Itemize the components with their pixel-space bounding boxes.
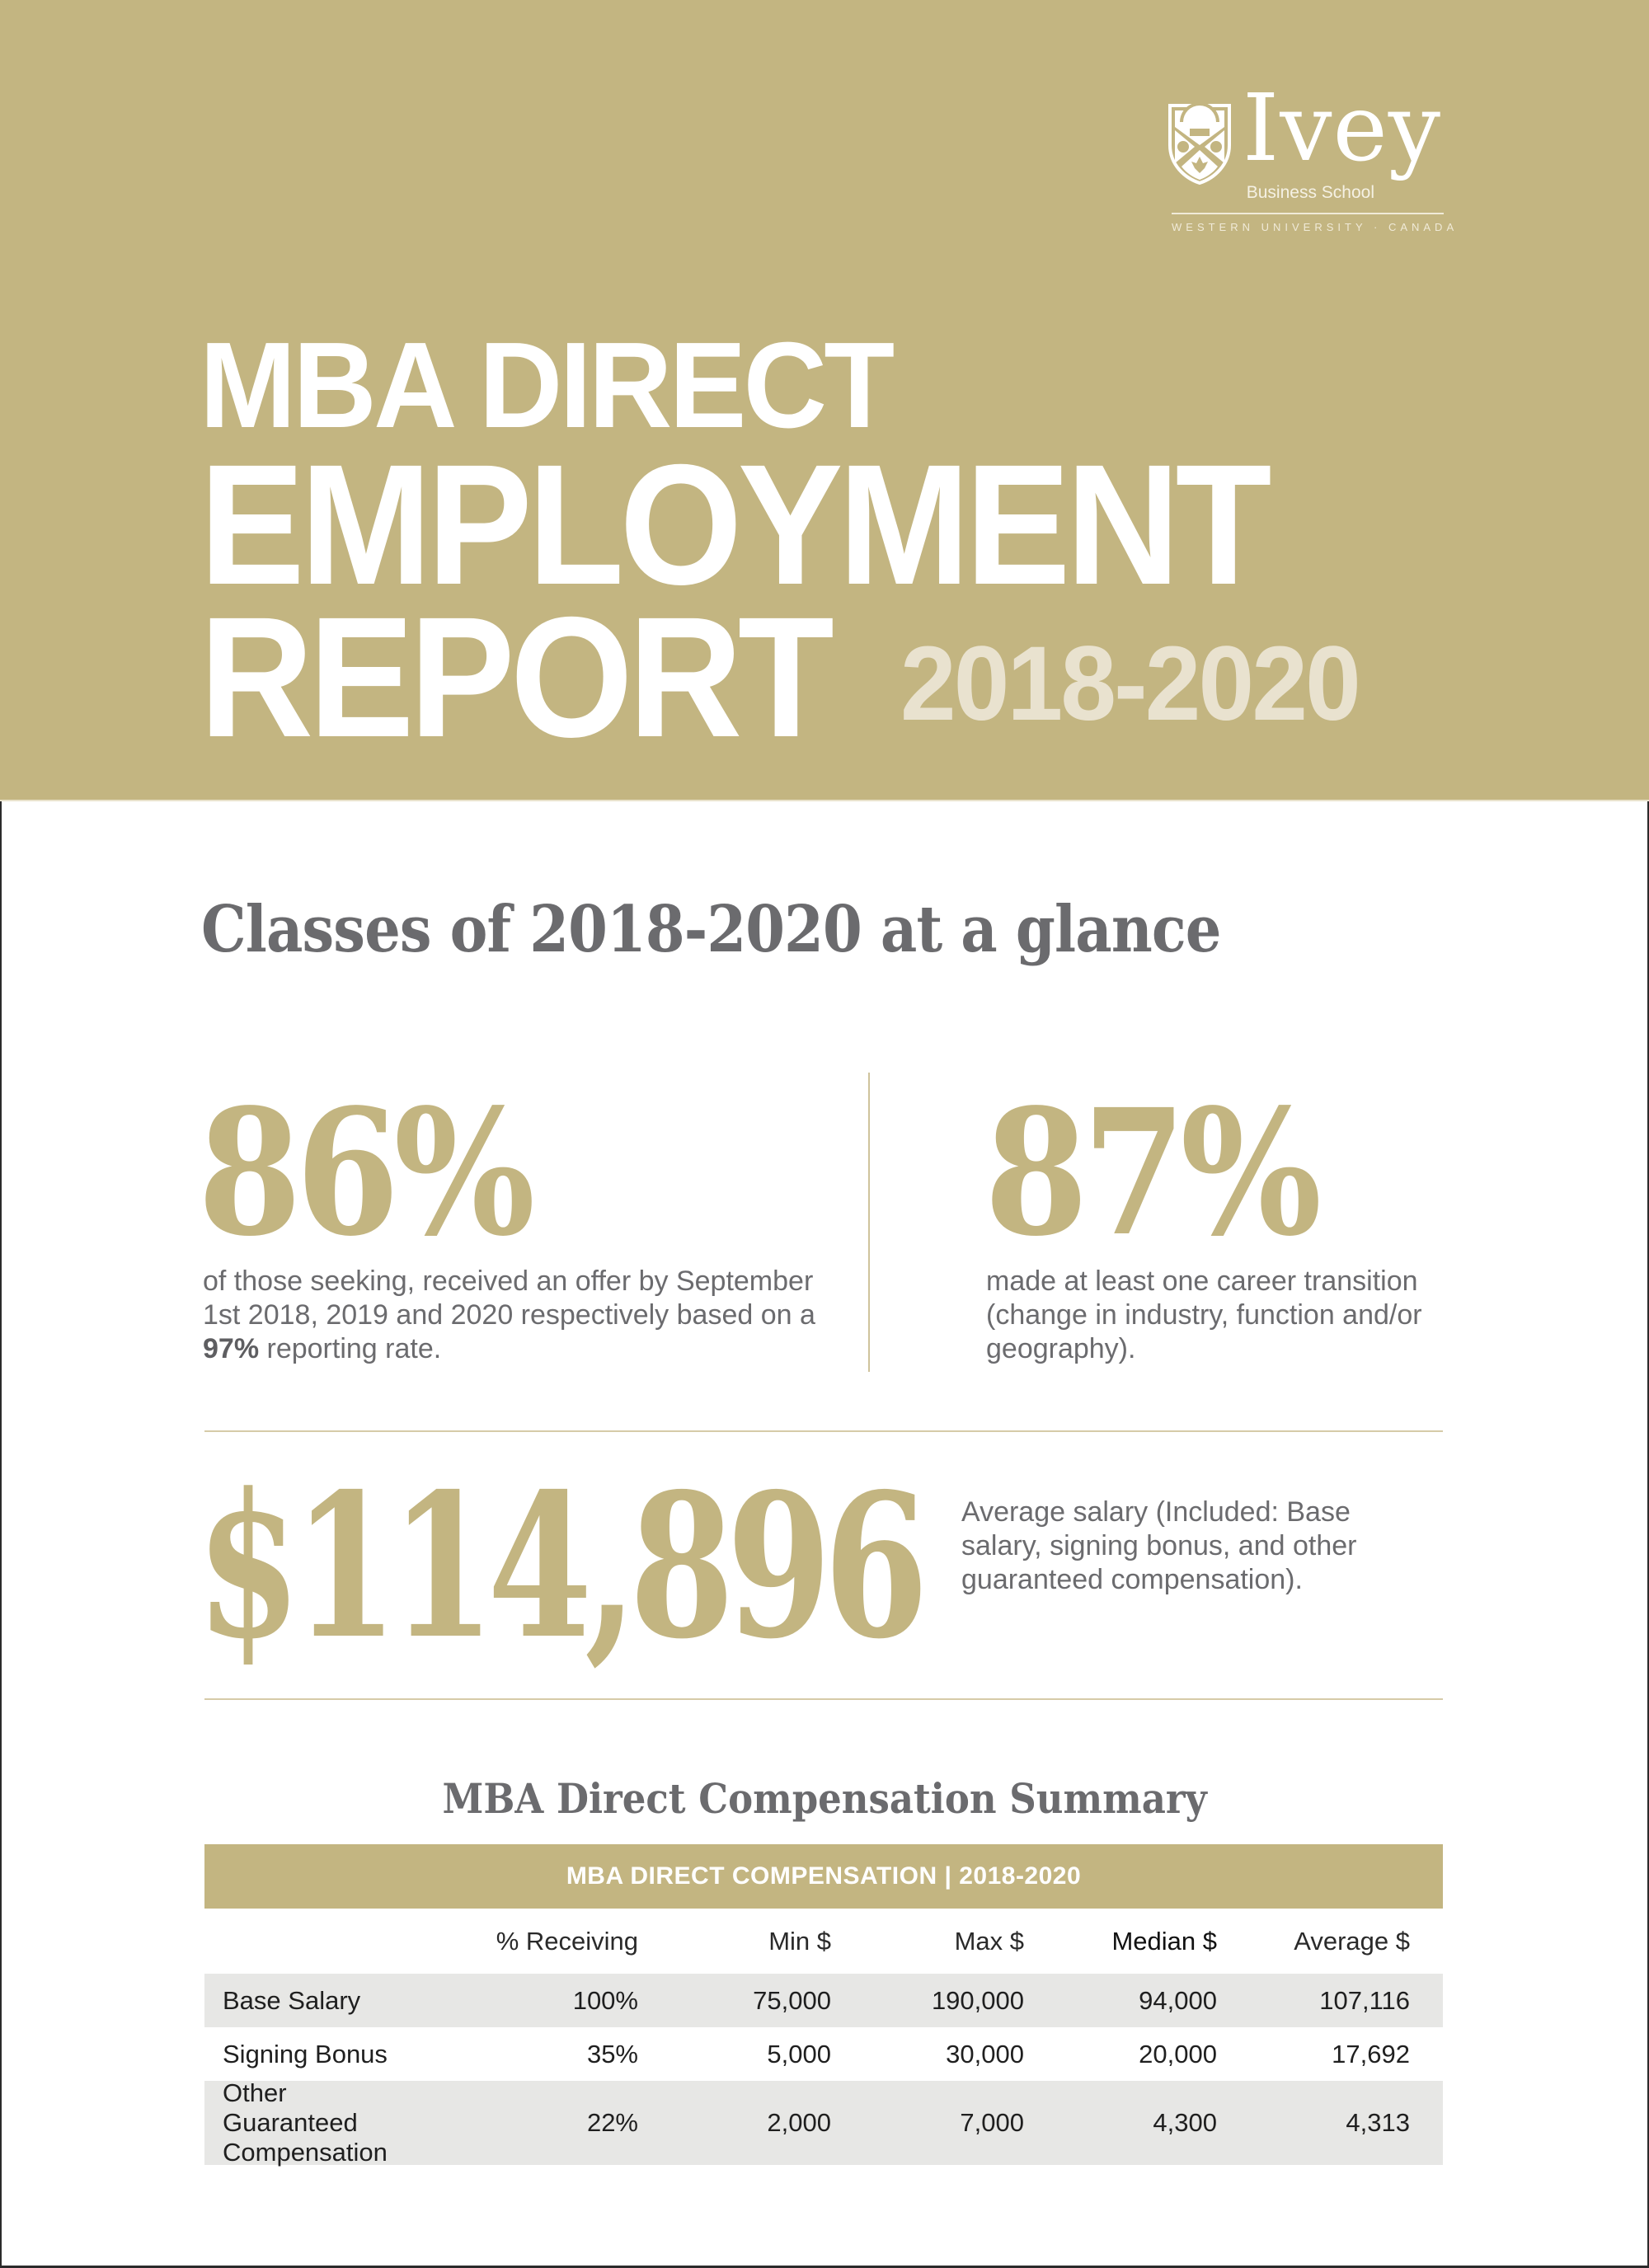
row-label: Signing Bonus xyxy=(223,2039,388,2068)
career-transition-description: made at least one career transition (change in industry, function and/or geography). xyxy=(986,1265,1422,1364)
logo-wordmark: Ivey xyxy=(1243,75,1442,182)
cell-median: 4,300 xyxy=(1153,2108,1217,2137)
offer-desc-tail: reporting rate. xyxy=(259,1333,442,1364)
hero-banner xyxy=(0,0,1649,801)
cell-min: 75,000 xyxy=(753,1985,831,2015)
cell-max: 30,000 xyxy=(946,2039,1024,2068)
cell-median: 20,000 xyxy=(1139,2039,1217,2068)
column-header-max: Max $ xyxy=(954,1926,1024,1956)
glance-heading: Classes of 2018-2020 at a glance xyxy=(201,892,1221,967)
ivey-logo xyxy=(1167,75,1459,237)
average-salary-description: Average salary (Included: Base salary, signing bonus, and other guaranteed compensation). xyxy=(961,1496,1357,1595)
cell-pct: 100% xyxy=(572,1985,638,2015)
compensation-summary-title: MBA Direct Compensation Summary xyxy=(442,1774,1207,1823)
average-salary-stat: $114,896 xyxy=(196,1450,921,1683)
cell-average: 17,692 xyxy=(1332,2039,1410,2068)
compensation-summary-heading xyxy=(0,1774,1649,1823)
offer-desc-text: of those seeking, received an offer by September 1st 2018, 2019 and 2020 respectively based on a xyxy=(203,1265,815,1331)
reporting-rate-value: 97% xyxy=(203,1333,260,1364)
cell-max: 7,000 xyxy=(960,2108,1024,2137)
cell-pct: 35% xyxy=(586,2039,638,2068)
cell-median: 94,000 xyxy=(1139,1985,1217,2015)
crest-icon xyxy=(1167,102,1233,185)
table-row xyxy=(204,1974,1443,2027)
logo-tagline: WESTERN UNIVERSITY · CANADA xyxy=(1172,221,1459,233)
title-years: 2018-2020 xyxy=(900,625,1359,743)
career-transition-stat: 87% xyxy=(984,1071,1317,1275)
row-label: Other Guaranteed Compensation xyxy=(223,2078,388,2167)
divider-bottom xyxy=(204,1698,1443,1700)
cell-average: 107,116 xyxy=(1319,1985,1410,2015)
column-header-min: Min $ xyxy=(768,1926,831,1956)
table-row xyxy=(204,2078,1443,2167)
offer-rate-stat: 86% xyxy=(198,1071,530,1275)
column-header-average: Average $ xyxy=(1294,1926,1410,1956)
table-banner: MBA DIRECT COMPENSATION | 2018-2020 xyxy=(204,1844,1443,1909)
compensation-table xyxy=(204,1844,1443,2165)
cell-min: 5,000 xyxy=(767,2039,831,2068)
cell-pct: 22% xyxy=(586,2108,638,2137)
title-line-1: MBA DIRECT xyxy=(200,317,892,453)
table-header-row xyxy=(204,1909,1443,1974)
column-header-pct-receiving: % Receiving xyxy=(496,1926,638,1956)
vertical-divider xyxy=(868,1073,870,1372)
title-line-3: REPORT xyxy=(200,582,830,773)
table-row xyxy=(204,2027,1443,2081)
row-label: Base Salary xyxy=(223,1985,361,2015)
offer-rate-description xyxy=(203,1265,829,1366)
cell-min: 2,000 xyxy=(767,2108,831,2137)
column-header-median: Median $ xyxy=(1111,1926,1217,1956)
logo-subname: Business School xyxy=(1246,183,1374,202)
divider-top xyxy=(204,1430,1443,1432)
cell-max: 190,000 xyxy=(931,1985,1024,2015)
cell-average: 4,313 xyxy=(1346,2108,1410,2137)
logo-divider xyxy=(1172,213,1444,214)
title-line-2: EMPLOYMENT xyxy=(200,430,1267,621)
